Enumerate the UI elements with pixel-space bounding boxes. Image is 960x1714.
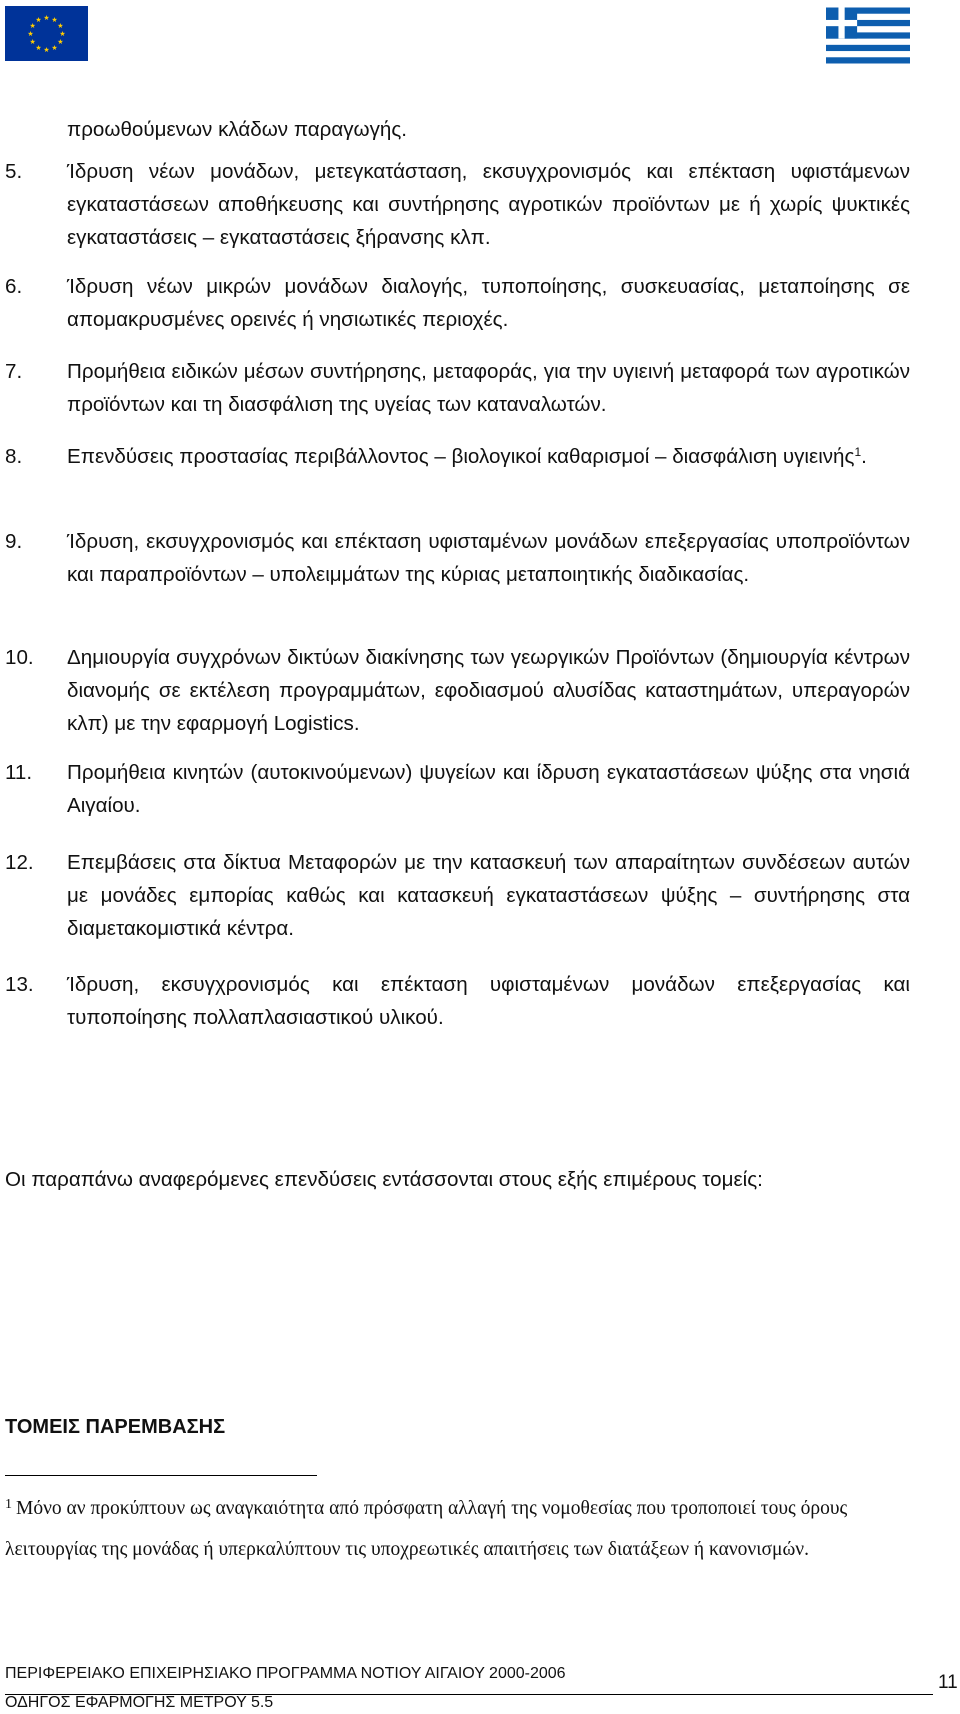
item-text-tail: . [861, 445, 867, 468]
list-item [5, 525, 910, 591]
eu-star-icon: ★ [57, 21, 64, 30]
item-number: 5. [5, 160, 23, 183]
footnote-divider [5, 1475, 317, 1476]
list-item [5, 155, 910, 254]
item-text: Επεμβάσεις στα δίκτυα Μεταφορών με την κατασκευή των απαραίτητων συνδέσεων αυτών με μονάδες εμπορίας καθώς και κατασκευή εγκαταστάσεων ψύξης – συντήρησης στα διαμετακομιστικά κέντρα. [67, 851, 910, 940]
eu-star-icon: ★ [51, 16, 58, 25]
eu-star-icon: ★ [27, 29, 34, 38]
eu-star-icon: ★ [51, 43, 58, 52]
item-text: Ίδρυση, εκσυγχρονισμός και επέκταση υφισταμένων μονάδων επεξεργασίας υποπροϊόντων και παραπροϊόντων – υπολειμμάτων της κύριας μεταποιητικής διαδικασίας. [67, 530, 910, 586]
eu-flag-icon [5, 6, 88, 61]
eu-star-icon: ★ [43, 45, 50, 54]
item-number: 10. [5, 646, 34, 669]
item-text: Δημιουργία συγχρόνων δικτύων διακίνησης των γεωργικών Προϊόντων (δημιουργία κέντρων διανομής σε εκτέλεση προγραμμάτων, εφοδιασμού αλυσίδας καταστημάτων, υπεραγορών κλπ) με την εφαρμογή Logistics. [67, 646, 910, 735]
eu-star-icon: ★ [35, 16, 42, 25]
list-item [5, 846, 910, 945]
item-text: Ίδρυση νέων μονάδων, μετεγκατάσταση, εκσυγχρονισμός και επέκταση υφιστάμενων εγκαταστάσεων αποθήκευσης και συντήρησης αγροτικών προϊόντων με ή χωρίς ψυκτικές εγκαταστάσεις – εγκαταστάσεις ξήρανσης κλπ. [67, 160, 910, 249]
eu-star-icon: ★ [59, 29, 66, 38]
item-text: Ίδρυση νέων μικρών μονάδων διαλογής, τυποποίησης, συσκευασίας, μεταποίησης σε απομακρυσμένες ορεινές ή νησιωτικές περιοχές. [67, 275, 910, 331]
summary-text: Οι παραπάνω αναφερόμενες επενδύσεις εντάσσονται στους εξής επιμέρους τομείς: [5, 1168, 763, 1191]
greek-flag-icon [826, 7, 910, 64]
item-number: 7. [5, 360, 23, 383]
item-text [67, 440, 910, 473]
list-item [5, 641, 910, 740]
item-text-main: Επενδύσεις προστασίας περιβάλλοντος – βιολογικοί καθαρισμοί – διασφάλιση υγιεινής [67, 445, 855, 468]
footnote-text: Μόνο αν προκύπτουν ως αναγκαιότητα από πρόσφατη αλλαγή της νομοθεσίας που τροποποιεί τους όρους λειτουργίας της μονάδας ή υπερκαλύπτουν τις υποχρεωτικές απαιτήσεις των διατάξεων ή κανονισμών. [5, 1498, 848, 1560]
list-item [5, 756, 910, 822]
page-number: 11 [938, 1672, 958, 1693]
eu-star-icon: ★ [57, 37, 64, 46]
eu-star-icon: ★ [29, 21, 36, 30]
list-item [5, 968, 910, 1034]
item-number: 11. [5, 761, 33, 784]
item-text: Προμήθεια ειδικών μέσων συντήρησης, μεταφοράς, για την υγιεινή μεταφορά των αγροτικών προϊόντων και τη διασφάλιση της υγείας των καταναλωτών. [67, 360, 910, 416]
eu-star-icon: ★ [43, 13, 50, 22]
item-text: Ίδρυση, εκσυγχρονισμός και επέκταση υφισταμένων μονάδων επεξεργασίας και τυποποίησης πολλαπλασιαστικού υλικού. [67, 973, 910, 1029]
continuation-text: προωθούμενων κλάδων παραγωγής. [67, 118, 408, 141]
item-number: 13. [5, 973, 34, 996]
footnote-reference: 1 [854, 445, 862, 459]
eu-star-icon: ★ [35, 43, 42, 52]
item-number: 12. [5, 851, 34, 874]
item-number: 8. [5, 445, 23, 468]
item-number: 9. [5, 530, 23, 553]
eu-star-icon: ★ [29, 37, 36, 46]
list-item [5, 355, 910, 421]
item-number: 6. [5, 275, 23, 298]
footnote [5, 1490, 905, 1569]
footnote-marker: 1 [5, 1497, 12, 1512]
footer-guide-title: ΟΔΗΓΟΣ ΕΦΑΡΜΟΓΗΣ ΜΕΤΡΟΥ 5.5 [5, 1694, 274, 1711]
footer-program-title: ΠΕΡΙΦΕΡΕΙΑΚΟ ΕΠΙΧΕΙΡΗΣΙΑΚΟ ΠΡΟΓΡΑΜΜΑ ΝΟΤΙΟΥ ΑΙΓΑΙΟΥ 2000-2006 [5, 1665, 566, 1682]
item-text: Προμήθεια κινητών (αυτοκινούμενων) ψυγείων και ίδρυση εγκαταστάσεων ψύξης στα νησιά Αιγαίου. [67, 761, 910, 817]
section-heading: ΤΟΜΕΙΣ ΠΑΡΕΜΒΑΣΗΣ [5, 1416, 226, 1438]
list-item [5, 270, 910, 336]
list-item [5, 440, 910, 473]
